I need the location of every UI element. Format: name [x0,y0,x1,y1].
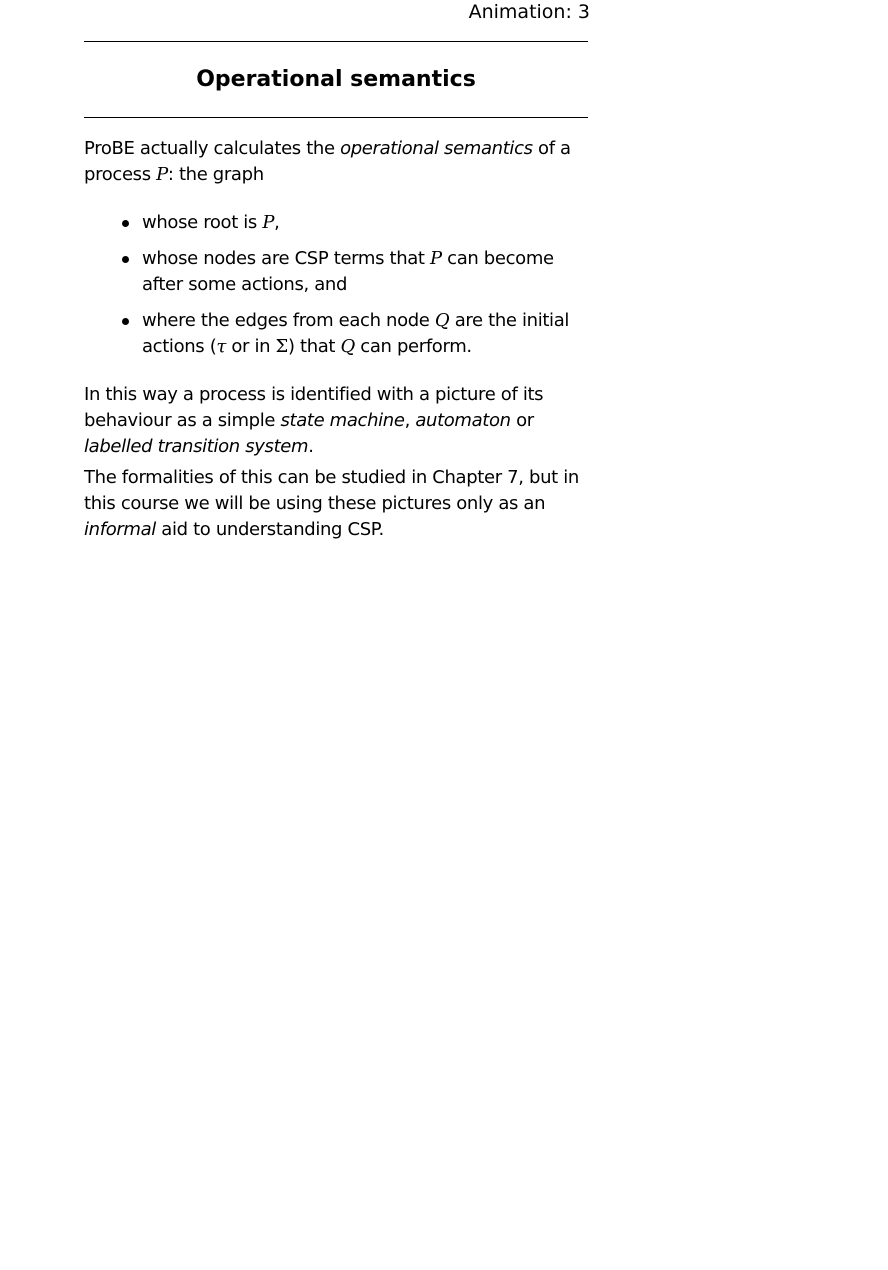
list-item: whose nodes are CSP terms that P can become after some actions, and [84,246,590,298]
bottom-rule [84,117,588,118]
term-state-machine: state machine [280,410,405,431]
math-p: P [262,212,275,233]
bullet-list [84,210,590,360]
intro-paragraph: ProBE actually calculates the operational semantics of a process P: the graph [84,138,571,185]
formalities-paragraph: The formalities of this can be studied in Chapter 7, but in this course we will be using these pictures only as an informal aid to understanding CSP. [84,467,579,540]
bullet-icon [122,256,129,263]
math-sigma: Σ [275,336,288,357]
math-p: P [430,248,442,269]
bullet-icon [122,318,129,325]
math-tau: τ [216,336,226,357]
top-rule [84,41,588,42]
running-header: Animation: 3 [468,1,590,23]
list-item: whose root is P, [84,210,590,236]
term-informal: informal [84,519,156,540]
math-q: Q [434,310,450,331]
bullet-icon [122,220,129,227]
term-labelled-transition-system: labelled transition system [84,436,309,457]
term-automaton: automaton [415,410,511,431]
slide-body [84,136,590,543]
math-q: Q [340,336,355,357]
math-p: P [156,164,168,185]
state-machine-paragraph: In this way a process is identified with a picture of its behaviour as a simple state machine, automaton or labelled transition system. [84,384,544,457]
term-operational-semantics: operational semantics [340,138,533,159]
list-item: where the edges from each node Q are the initial actions (τ or in Σ) that Q can perform. [84,308,590,360]
slide-title: Operational semantics [196,67,476,92]
